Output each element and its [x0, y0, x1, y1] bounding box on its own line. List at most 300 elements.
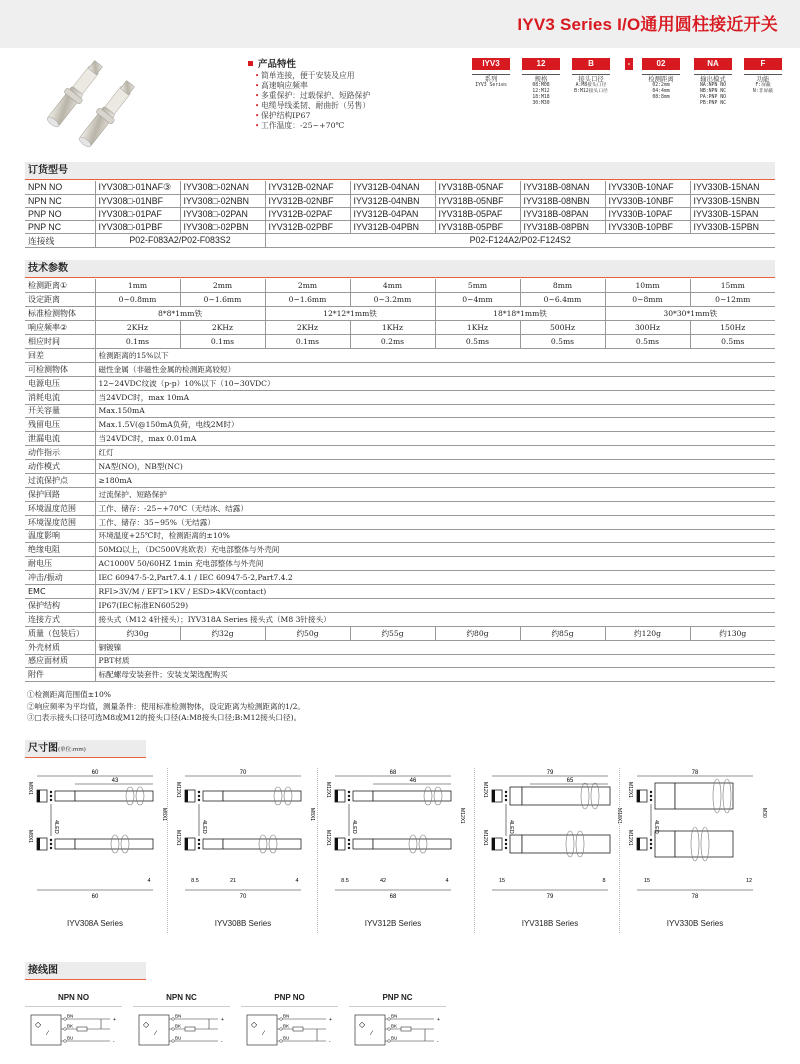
led-dot	[650, 843, 652, 845]
spec-value: 约32g	[180, 626, 265, 640]
dim-label: 46	[409, 778, 417, 784]
spec-label: 电源电压	[25, 376, 95, 390]
spec-row	[25, 654, 775, 668]
circuit	[25, 1007, 122, 1047]
sensor-icon: ◇	[359, 1020, 366, 1029]
led-dot	[348, 847, 350, 849]
connector-shape	[185, 838, 188, 850]
led-dot	[198, 847, 200, 849]
spec-value: 1KHz	[350, 321, 435, 335]
led-dot	[198, 791, 200, 793]
thread-label: M12X1	[175, 830, 181, 846]
thread-label: M8X1	[309, 808, 315, 822]
row-label: 连接线	[25, 233, 95, 247]
spec-value: NA型(NO)，NB型(NC)	[95, 460, 775, 474]
model-cell: IYV318B-05NBF	[435, 194, 520, 207]
footnote: ②响应频率为平均值，测量条件：使用标准检测物体，设定距离为检测距离的1/2。	[27, 701, 305, 711]
dim-label: 8.5	[341, 878, 349, 884]
wiring-diagram	[349, 993, 446, 1051]
spec-value: 约85g	[520, 626, 605, 640]
ordering-heading: 订货型号	[25, 162, 775, 180]
spec-value: 2mm	[265, 279, 350, 293]
spec-label: 标准检测物体	[25, 307, 95, 321]
code-option: 18:M18	[532, 95, 550, 100]
model-cell: IYV312B-02NBF	[265, 194, 350, 207]
dim-label: 8.5	[191, 878, 199, 884]
model-cell: IYV318B-08NAN	[520, 181, 605, 194]
dim-label: 68	[389, 770, 397, 776]
model-cell: IYV308□-02NAN	[180, 181, 265, 194]
connector-shape	[37, 790, 40, 802]
spec-value: 约130g	[690, 626, 775, 640]
body-shape	[203, 791, 223, 801]
body-shape	[510, 787, 522, 805]
model-cell: IYV318B-08PAN	[520, 207, 605, 220]
model-cell: IYV330B-15PAN	[690, 207, 775, 220]
terminal-icon	[388, 1040, 391, 1043]
spec-value: 2mm	[180, 279, 265, 293]
model-cell: IYV308□-01PAF	[95, 207, 180, 220]
dim-label: 79	[546, 894, 554, 900]
code-box: F	[744, 58, 782, 70]
model-cell: IYV312B-04NAN	[350, 181, 435, 194]
thread-label: M8X1	[161, 808, 167, 822]
features-list	[255, 71, 408, 131]
led-label: 4LED	[201, 820, 207, 834]
model-code-diagram	[472, 58, 782, 118]
circuit	[349, 1007, 446, 1047]
spec-label: 外壳材质	[25, 640, 95, 654]
model-cell: IYV318B-05PAF	[435, 207, 520, 220]
model-cell: IYV308□-01NAF③	[95, 181, 180, 194]
spec-value: 0.1ms	[180, 335, 265, 349]
spec-value: 过流保护、短路保护	[95, 487, 775, 501]
connector-shape	[637, 838, 640, 850]
led-dot	[50, 791, 52, 793]
row-label: PNP NO	[25, 207, 95, 220]
thread-label: M12X1	[482, 830, 488, 846]
spec-row	[25, 640, 775, 654]
dimension-drawing	[323, 768, 473, 943]
code-option: NA:NPN NO	[700, 83, 726, 88]
code-option: N:非屏蔽	[752, 89, 774, 94]
model-cell: IYV312B-04NBN	[350, 194, 435, 207]
code-option: 08:M08	[532, 83, 550, 88]
spec-row	[25, 612, 775, 626]
spec-value: 约80g	[435, 626, 520, 640]
separator	[317, 768, 318, 933]
code-segment	[572, 58, 610, 95]
spec-row	[25, 585, 775, 599]
connector-shape	[335, 790, 338, 802]
dimension-drawing	[25, 768, 175, 943]
specs-table	[25, 279, 775, 682]
spec-row-weight	[25, 626, 775, 640]
dim-label: 15	[498, 878, 506, 884]
terminal-icon	[64, 1040, 67, 1043]
dimension-drawings	[25, 768, 775, 943]
order-row	[25, 194, 775, 207]
order-row	[25, 181, 775, 194]
dim-label: 68	[389, 894, 397, 900]
dim-label: 78	[691, 770, 699, 776]
wiring-title: PNP NO	[241, 993, 338, 1007]
dimension-caption: IYV330B Series	[666, 919, 724, 928]
led-dot	[348, 843, 350, 845]
spec-value: 8mm	[520, 279, 605, 293]
dim-label: 42	[379, 878, 387, 884]
wiring-diagram	[133, 993, 230, 1051]
sensor-outline	[173, 768, 323, 918]
wiring-diagram	[241, 993, 338, 1051]
model-cell: IYV308□-02NBN	[180, 194, 265, 207]
spec-value: 接头式（M12 4针接头）；IYV318A Series 接头式（M8 3针接头）	[95, 612, 775, 626]
load-resistor	[293, 1027, 303, 1031]
spec-row	[25, 404, 775, 418]
spec-value: Max.150mA	[95, 404, 775, 418]
model-cell: IYV330B-15NAN	[690, 181, 775, 194]
spec-value: AC1000V 50/60HZ 1min 充电部整体与外壳间	[95, 557, 775, 571]
terminal-icon	[64, 1018, 67, 1021]
spec-label: 绝缘电阻	[25, 543, 95, 557]
spec-value: 约30g	[95, 626, 180, 640]
wire-label: BU	[391, 1035, 398, 1041]
body-shape	[353, 791, 373, 801]
spec-row	[25, 279, 775, 293]
feature-item: • 电缆导线柔韧、耐曲折（另售）	[255, 101, 408, 111]
spec-label: 可检测物体	[25, 362, 95, 376]
row-label: PNP NC	[25, 220, 95, 233]
wiring-heading: 接线图	[25, 962, 146, 980]
thread-shape	[675, 783, 733, 809]
spec-value: 工作、储存：35~95%（无结露）	[95, 515, 775, 529]
dimension-caption: IYV308A Series	[66, 919, 124, 928]
minus-label: -	[329, 1039, 331, 1045]
code-segment	[642, 58, 680, 101]
sensor-icon: ◇	[143, 1020, 150, 1029]
wiring-diagram	[25, 993, 122, 1051]
spec-value: 0~6.4mm	[520, 293, 605, 307]
spec-row	[25, 418, 775, 432]
spec-value: 红灯	[95, 446, 775, 460]
code-option: 02:2mm	[652, 83, 670, 88]
features-heading: 产品特性	[248, 56, 408, 70]
sensor-outline	[625, 768, 775, 918]
dim-label: 12	[745, 878, 753, 884]
code-option: NB:NPN NC	[700, 89, 726, 94]
body-shape	[55, 839, 75, 849]
spec-value: 12*12*1mm铁	[265, 307, 435, 321]
model-cell: IYV308□-01PBF	[95, 220, 180, 233]
code-label: 功能	[756, 75, 770, 83]
led-label: 4LED	[653, 820, 659, 834]
circuit	[241, 1007, 338, 1047]
terminal-icon	[172, 1028, 175, 1031]
separator	[474, 768, 475, 933]
spec-label: 设定距离	[25, 293, 95, 307]
spec-value: 铜镀镍	[95, 640, 775, 654]
code-option: 08:8mm	[652, 95, 670, 100]
row-label: NPN NC	[25, 194, 95, 207]
connector-shape	[335, 838, 338, 850]
wire-label: BN	[391, 1013, 398, 1019]
dim-label: 4	[295, 878, 299, 884]
load-resistor	[77, 1027, 87, 1031]
spec-value: IP67(IEC标准EN60529)	[95, 598, 775, 612]
spec-value: 4mm	[350, 279, 435, 293]
code-option: PA:PNP NO	[700, 95, 726, 100]
spec-row	[25, 321, 775, 335]
spec-label: 消耗电流	[25, 390, 95, 404]
spec-label: EMC	[25, 585, 95, 599]
footnotes	[27, 689, 305, 724]
spec-value: 磁性金属（非磁性金属的检测距离较短）	[95, 362, 775, 376]
dim-label: 60	[91, 770, 99, 776]
code-option: A:M8接头口径	[575, 83, 607, 88]
spec-row	[25, 557, 775, 571]
switch-icon: ⁄	[155, 1030, 157, 1037]
spec-value: 1KHz	[435, 321, 520, 335]
spec-value: 10mm	[605, 279, 690, 293]
spec-value: Max.1.5V(@150mA负荷，电线2M时）	[95, 418, 775, 432]
load-resistor	[401, 1027, 411, 1031]
plus-label: +	[221, 1017, 224, 1023]
spec-value: 500Hz	[520, 321, 605, 335]
wire-label: BK	[283, 1023, 290, 1029]
model-cell: IYV330B-10NBF	[605, 194, 690, 207]
wire-label: BK	[67, 1023, 74, 1029]
thread-shape	[223, 839, 301, 849]
dimension-caption: IYV312B Series	[364, 919, 422, 928]
spec-value: 12~24VDC纹波（p-p）10%以下（10~30VDC）	[95, 376, 775, 390]
page-title: IYV3 Series I/O通用圆柱接近开关	[517, 15, 778, 34]
spec-value: 18*18*1mm铁	[435, 307, 605, 321]
product-photo	[25, 60, 185, 155]
spec-label: 感应面材质	[25, 654, 95, 668]
code-option: F:屏蔽	[755, 83, 771, 88]
led-dot	[505, 839, 507, 841]
led-dot	[348, 795, 350, 797]
sensor-icon: ◇	[35, 1020, 42, 1029]
code-option: 12:M12	[532, 89, 550, 94]
spec-value: 0~1.6mm	[265, 293, 350, 307]
model-cell: IYV318B-08PBN	[520, 220, 605, 233]
code-label: 接头口径	[578, 75, 604, 83]
code-option: 30:M30	[532, 101, 550, 106]
led-dot	[50, 847, 52, 849]
spec-label: 耐电压	[25, 557, 95, 571]
wiring-title: NPN NC	[133, 993, 230, 1007]
thread-label: M18X1	[616, 808, 622, 824]
led-dot	[650, 791, 652, 793]
spec-value: 0.1ms	[265, 335, 350, 349]
thread-label: M12X1	[459, 808, 465, 824]
body-shape	[655, 831, 675, 857]
spec-value: 0~8mm	[605, 293, 690, 307]
spec-row	[25, 529, 775, 543]
code-segment	[472, 58, 510, 89]
dim-label: 43	[111, 778, 119, 784]
thread-label: M12X1	[175, 782, 181, 798]
spec-row	[25, 446, 775, 460]
model-cell: IYV312B-04PBN	[350, 220, 435, 233]
dimensions-heading: 尺寸图(单位:mm)	[25, 740, 146, 758]
led-dot	[198, 839, 200, 841]
dim-label: 70	[239, 894, 247, 900]
spec-value: 2KHz	[265, 321, 350, 335]
spec-value: 约50g	[265, 626, 350, 640]
wiring-diagrams	[25, 993, 775, 1063]
spec-row	[25, 515, 775, 529]
code-box: IYV3	[472, 58, 510, 70]
model-cell: IYV318B-08NBN	[520, 194, 605, 207]
led-label: 4LED	[508, 820, 514, 834]
spec-value: 当24VDC时，max 0.01mA	[95, 432, 775, 446]
feature-item: • 高速响应频率	[255, 81, 408, 91]
spec-row	[25, 376, 775, 390]
dim-label: 21	[229, 878, 237, 884]
spec-value: 0~3.2mm	[350, 293, 435, 307]
thread-shape	[75, 839, 153, 849]
spec-value: ≥180mA	[95, 473, 775, 487]
model-cell: IYV330B-15PBN	[690, 220, 775, 233]
thread-shape	[675, 831, 733, 857]
dim-label: 15	[643, 878, 651, 884]
model-cell: IYV318B-05NAF	[435, 181, 520, 194]
spec-value: 当24VDC时，max 10mA	[95, 390, 775, 404]
code-segment	[744, 58, 782, 95]
thread-label: M8X1	[27, 782, 33, 796]
terminal-icon	[172, 1018, 175, 1021]
code-label: 输出模式	[700, 75, 726, 83]
feature-item: • 工作温度：-25~+70℃	[255, 121, 408, 131]
led-dot	[505, 843, 507, 845]
model-cell: IYV312B-02PAF	[265, 207, 350, 220]
terminal-icon	[280, 1040, 283, 1043]
code-box: B	[572, 58, 610, 70]
spec-value: 0.5ms	[520, 335, 605, 349]
features-block	[248, 56, 408, 131]
wire-label: BU	[67, 1035, 74, 1041]
terminal-icon	[388, 1018, 391, 1021]
model-cell: IYV330B-15NBN	[690, 194, 775, 207]
code-label: 规格	[534, 75, 548, 83]
spec-value: IEC 60947-5-2,Part7.4.1 / IEC 60947-5-2,Part7.4.2	[95, 571, 775, 585]
spec-row	[25, 668, 775, 682]
spec-value: 50MΩ以上，（DC500V兆欧表）充电部整体与外壳间	[95, 543, 775, 557]
dimension-drawing	[625, 768, 775, 943]
wire-label: BU	[175, 1035, 182, 1041]
led-label: 4LED	[351, 820, 357, 834]
code-segment	[522, 58, 560, 107]
led-dot	[198, 843, 200, 845]
led-dot	[650, 847, 652, 849]
dim-label: 60	[91, 894, 99, 900]
spec-value: 15mm	[690, 279, 775, 293]
spec-label: 过流保护点	[25, 473, 95, 487]
model-cell: IYV330B-10NAF	[605, 181, 690, 194]
connector-shape	[492, 838, 495, 850]
led-dot	[198, 795, 200, 797]
code-option: IYV3 Series	[475, 83, 507, 88]
minus-label: -	[221, 1039, 223, 1045]
dim-label: 4	[445, 878, 449, 884]
switch-icon: ⁄	[371, 1030, 373, 1037]
spec-value: 0.5ms	[690, 335, 775, 349]
cable-row	[25, 233, 775, 247]
connector-shape	[637, 790, 640, 802]
model-cell: IYV308□-02PAN	[180, 207, 265, 220]
circuit	[133, 1007, 230, 1047]
spec-label: 响应频率②	[25, 321, 95, 335]
plus-label: +	[437, 1017, 440, 1023]
led-label: 4LED	[53, 820, 59, 834]
terminal-icon	[280, 1018, 283, 1021]
model-cell: IYV312B-02NAF	[265, 181, 350, 194]
order-row	[25, 207, 775, 220]
sensor-outline	[323, 768, 473, 918]
spec-value: 8*8*1mm铁	[95, 307, 265, 321]
code-box: NA	[694, 58, 732, 70]
spec-value: 0~1.6mm	[180, 293, 265, 307]
minus-label: -	[437, 1039, 439, 1045]
spec-value: 2KHz	[95, 321, 180, 335]
led-dot	[348, 839, 350, 841]
spec-row	[25, 501, 775, 515]
spec-row	[25, 362, 775, 376]
thread-label: M8X1	[27, 830, 33, 844]
connector-shape	[492, 790, 495, 802]
sensor-outline	[25, 768, 175, 918]
spec-row	[25, 335, 775, 349]
spec-row	[25, 598, 775, 612]
code-label: 系列	[484, 75, 498, 83]
spec-row	[25, 307, 775, 321]
code-label: 检测距离	[648, 75, 674, 83]
plus-label: +	[113, 1017, 116, 1023]
order-row	[25, 220, 775, 233]
thread-label: M12X1	[482, 782, 488, 798]
led-dot	[348, 799, 350, 801]
switch-icon: ⁄	[263, 1030, 265, 1037]
body-shape	[353, 839, 373, 849]
terminal-icon	[388, 1028, 391, 1031]
spec-value: 150Hz	[690, 321, 775, 335]
spec-row	[25, 432, 775, 446]
thread-shape	[223, 791, 301, 801]
dim-label: 8	[602, 878, 606, 884]
spec-value: 2KHz	[180, 321, 265, 335]
wire-label: BN	[175, 1013, 182, 1019]
cable-cell: P02-F124A2/P02-F124S2	[265, 233, 775, 247]
spec-value: 0.5ms	[435, 335, 520, 349]
dimension-caption: IYV308B Series	[214, 919, 272, 928]
wire-label: BK	[175, 1023, 182, 1029]
plus-label: +	[329, 1017, 332, 1023]
specs-heading: 技术参数	[25, 260, 775, 278]
spec-label: 动作模式	[25, 460, 95, 474]
spec-value: 约120g	[605, 626, 690, 640]
dim-label: 70	[239, 770, 247, 776]
spec-row	[25, 293, 775, 307]
spec-value: 300Hz	[605, 321, 690, 335]
thread-label: M12X1	[627, 782, 633, 798]
led-dot	[50, 799, 52, 801]
wire-label: BN	[283, 1013, 290, 1019]
spec-label: 回差	[25, 348, 95, 362]
spec-label: 保护回路	[25, 487, 95, 501]
code-segment	[625, 58, 633, 70]
